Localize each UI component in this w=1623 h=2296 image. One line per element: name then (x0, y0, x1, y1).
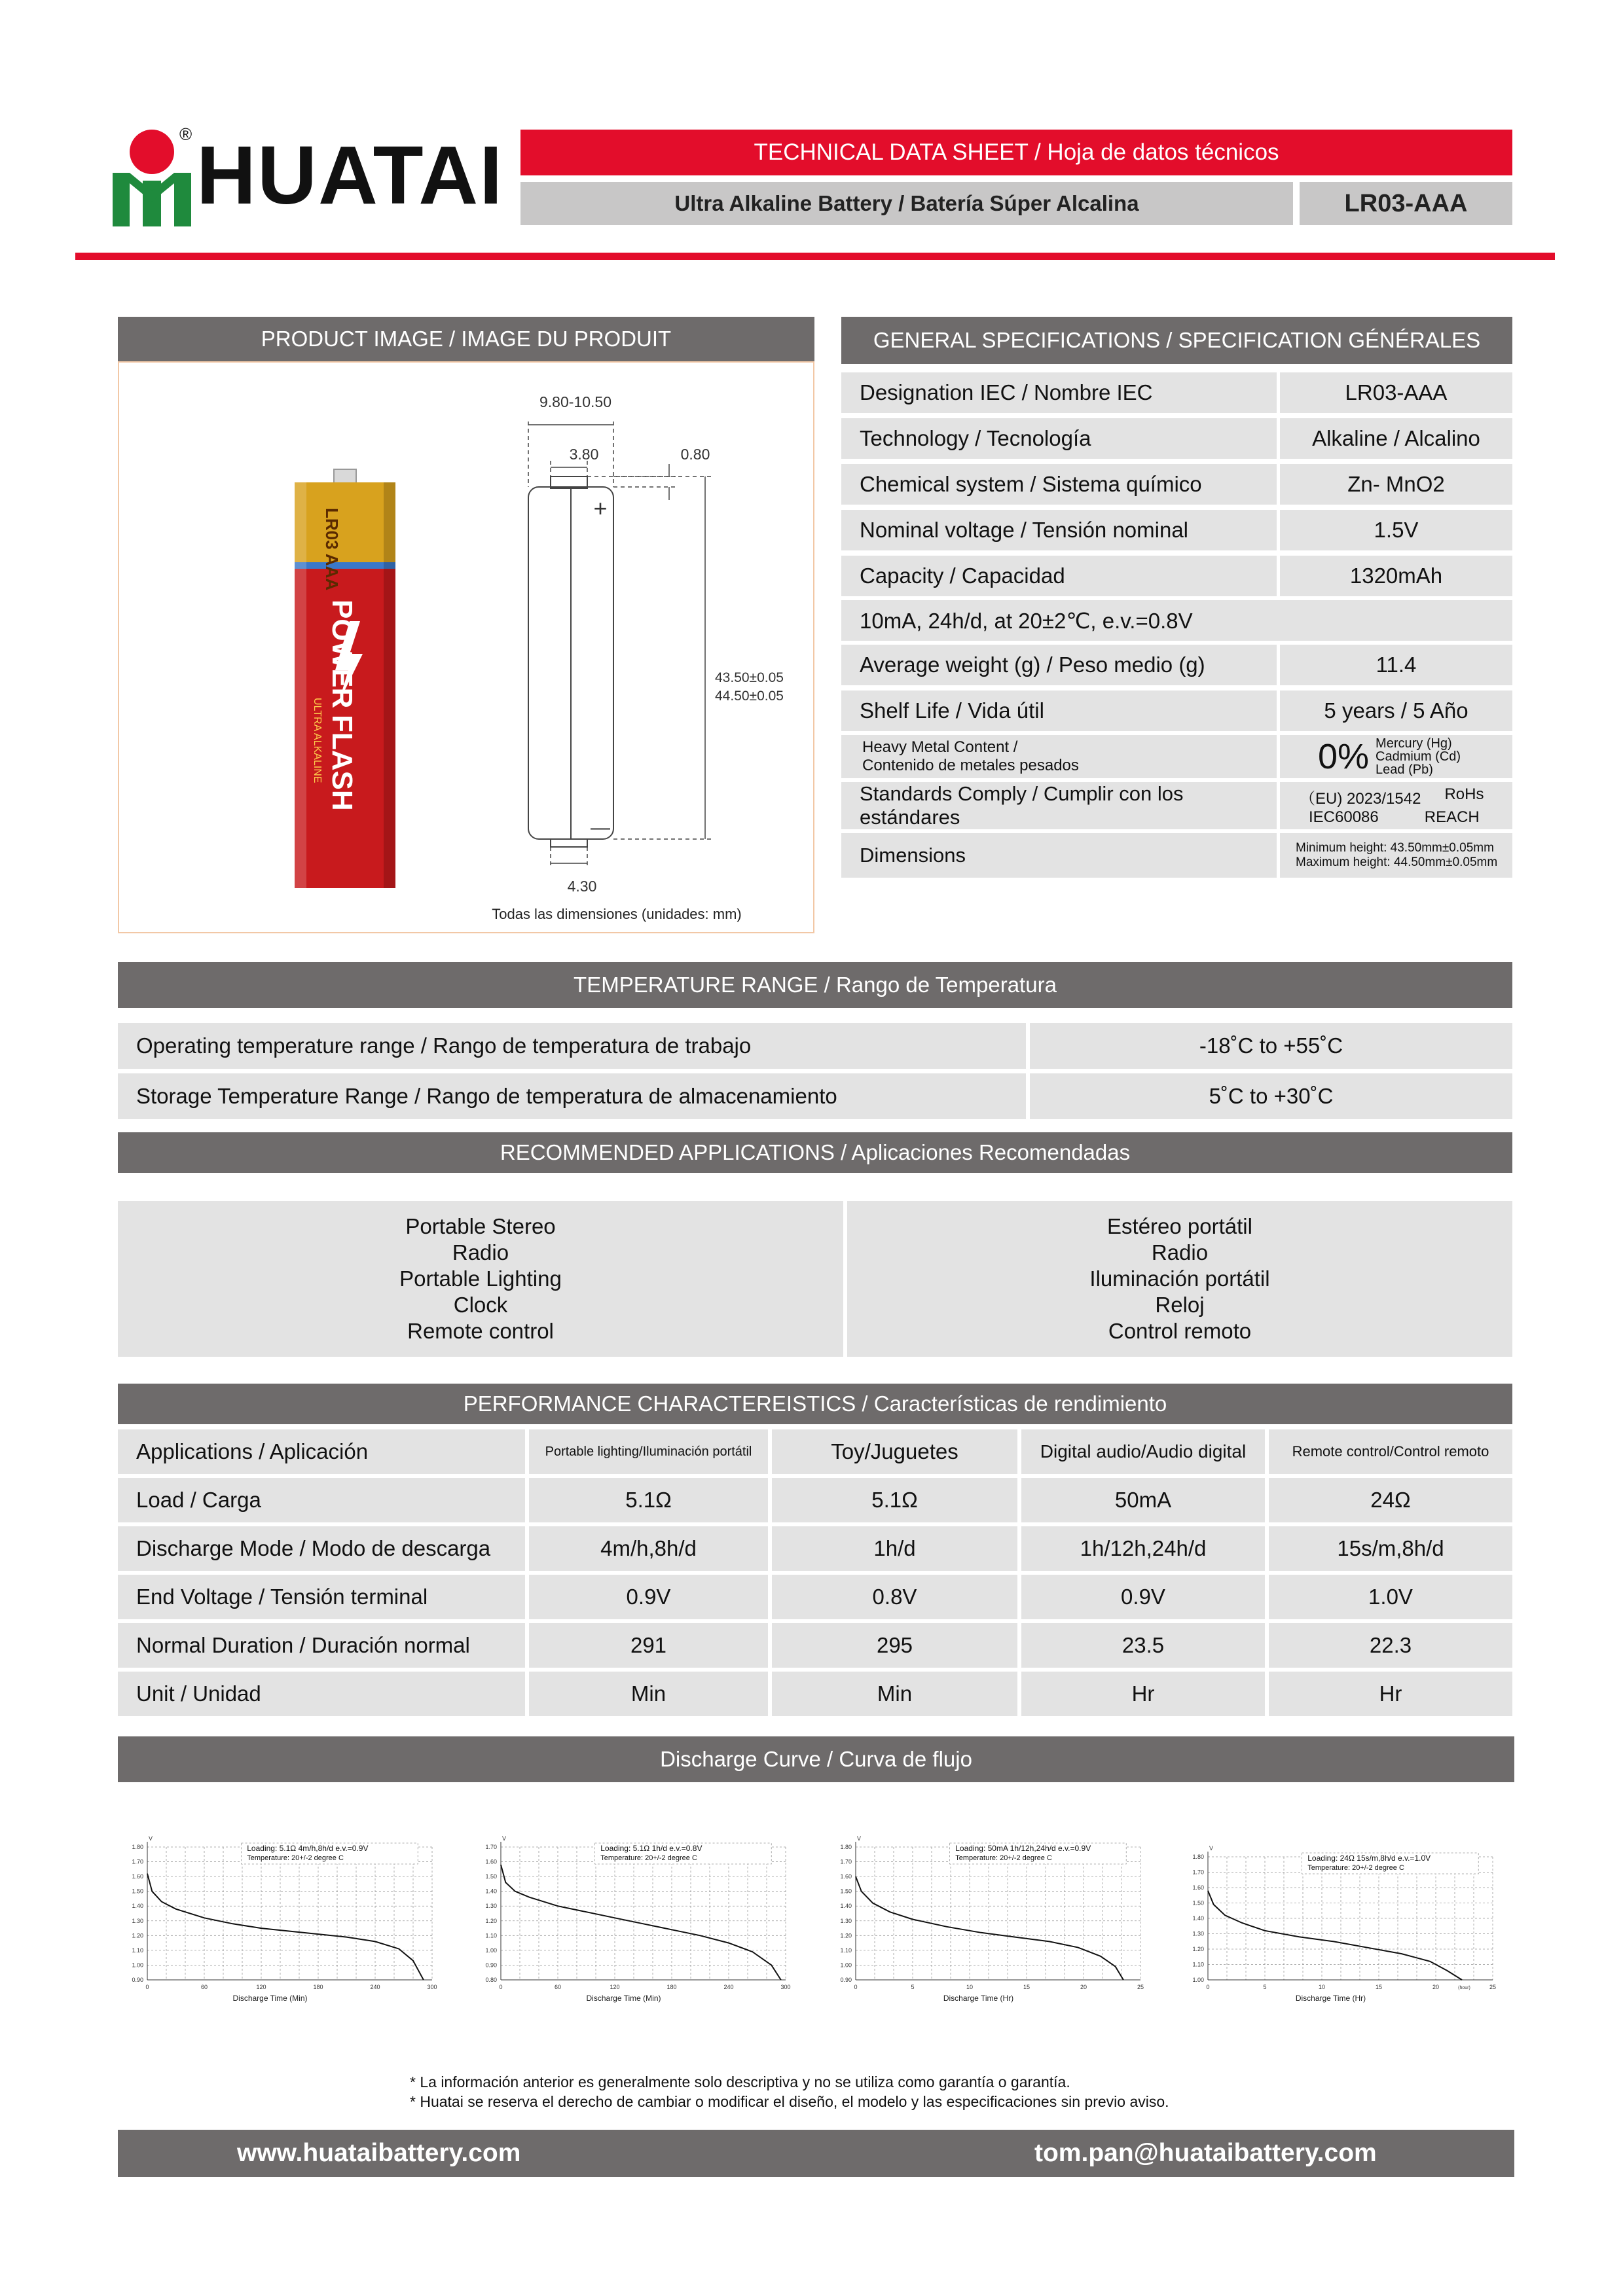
temperature-value: -18˚C to +55˚C (1030, 1023, 1512, 1069)
discharge-chart-1 (118, 1826, 452, 2009)
perf-value: 5.1Ω (772, 1478, 1017, 1522)
perf-value: 15s/m,8h/d (1269, 1526, 1512, 1571)
performance-header (118, 1384, 1512, 1424)
minus-sign: — (591, 817, 610, 838)
temperature-header (118, 962, 1512, 1008)
perf-label: Unit / Unidad (118, 1672, 525, 1716)
perf-label: End Voltage / Tensión terminal (118, 1575, 525, 1619)
battery-outline-icon (528, 476, 613, 847)
x-tick-label: 300 (780, 1984, 791, 1990)
x-tick-label: 180 (313, 1984, 323, 1990)
perf-column-header: Portable lighting/Iluminación portátil (529, 1429, 768, 1474)
perf-label: Discharge Mode / Modo de descarga (118, 1526, 525, 1571)
perf-value: 4m/h,8h/d (529, 1526, 768, 1571)
battery-drawing (119, 363, 813, 932)
perf-value: 22.3 (1269, 1623, 1512, 1668)
perf-value: 24Ω (1269, 1478, 1512, 1522)
legend-line-1: Loading: 5.1Ω 4m/h,8h/d e.v.=0.9V (247, 1844, 369, 1853)
metal-lead: Lead (Pb) (1376, 762, 1433, 777)
x-tick-label: 10 (1318, 1984, 1326, 1990)
temperature-value: 5˚C to +30˚C (1030, 1073, 1512, 1119)
discharge-series-line (501, 1865, 781, 1980)
application-item: Iluminación portátil (1089, 1266, 1270, 1291)
discharge-chart-svg (118, 1826, 452, 2009)
standard-reach: REACH (1424, 808, 1480, 826)
perf-value: 50mA (1021, 1478, 1265, 1522)
x-tick-label: 180 (666, 1984, 677, 1990)
plus-sign: + (593, 495, 608, 522)
temperature-title: TEMPERATURE RANGE / Rango de Temperatura (574, 973, 1057, 997)
product-image-header (118, 317, 814, 361)
dim-height-2: 44.50±0.05 (715, 689, 784, 704)
application-item: Control remoto (1108, 1319, 1252, 1343)
y-tick-label: 1.40 (1192, 1915, 1204, 1922)
dim-total-width: 9.80-10.50 (539, 393, 611, 410)
battery-brand-1: POWER (326, 600, 358, 709)
y-tick-label: 1.40 (132, 1903, 143, 1910)
y-tick-label: 1.00 (840, 1962, 852, 1969)
perf-value: 291 (529, 1623, 768, 1668)
y-tick-label: 1.80 (132, 1844, 143, 1850)
heavy-metal-percent: 0% (1318, 737, 1370, 776)
y-tick-label: 1.50 (840, 1888, 852, 1895)
discharge-header (118, 1736, 1514, 1782)
applications-title: RECOMMENDED APPLICATIONS / Aplicaciones Recomendadas (500, 1140, 1131, 1164)
perf-value: 295 (772, 1623, 1017, 1668)
perf-column-header: Toy/Juguetes (772, 1429, 1017, 1474)
x-tick-label: 25 (1489, 1984, 1497, 1990)
x-tick-label: 20 (1080, 1984, 1087, 1990)
y-tick-label: 1.70 (840, 1858, 852, 1865)
dim-cap-height: 0.80 (680, 446, 710, 463)
spec-value: LR03-AAA (1280, 372, 1512, 413)
perf-label: Applications / Aplicación (118, 1429, 525, 1474)
metal-cadmium: Cadmium (Cd) (1376, 749, 1461, 764)
x-tick-label: 20 (1432, 1984, 1440, 1990)
perf-value: 0.9V (1021, 1575, 1265, 1619)
y-tick-label: 1.10 (840, 1946, 852, 1954)
application-item: Radio (452, 1240, 509, 1265)
footer-note-1: * La información anterior es generalmente solo descriptiva y no se utiliza como garantía o garantía. (410, 2073, 1070, 2090)
application-item: Radio (1151, 1240, 1209, 1265)
product-image-title: PRODUCT IMAGE / IMAGE DU PRODUIT (261, 327, 672, 351)
dim-cap: 3.80 (569, 446, 599, 463)
y-tick-label: 1.20 (1192, 1946, 1204, 1952)
registered-mark: ® (179, 124, 192, 144)
product-name-bar (520, 182, 1293, 225)
application-item: Estéreo portátil (1107, 1214, 1252, 1238)
perf-label: Normal Duration / Duración normal (118, 1623, 525, 1668)
footer-bar (118, 2130, 1514, 2177)
weight-value: 11.4 (1280, 645, 1512, 685)
discharge-title: Discharge Curve / Curva de flujo (660, 1747, 972, 1771)
x-tick-label: 120 (256, 1984, 266, 1990)
x-tick-label: 5 (911, 1984, 915, 1990)
x-axis-label: Discharge Time (Hr) (943, 1994, 1014, 2003)
x-tick-label: 300 (427, 1984, 437, 1990)
y-tick-label: 1.30 (485, 1903, 497, 1910)
y-tick-label: 1.00 (485, 1946, 497, 1954)
application-item: Portable Stereo (405, 1214, 556, 1238)
legend-line-1: Loading: 5.1Ω 1h/d e.v.=0.8V (600, 1844, 702, 1853)
header-divider (75, 253, 1555, 260)
spec-value: 1.5V (1280, 510, 1512, 550)
perf-value: Hr (1269, 1672, 1512, 1716)
standard-rohs: RoHs (1444, 785, 1484, 803)
y-tick-label: 1.70 (1192, 1869, 1204, 1876)
discharge-chart-svg (826, 1826, 1160, 2009)
footer-note-2: * Huatai se reserva el derecho de cambiar o modificar el diseño, el modelo y las especificaciones sin previo aviso. (410, 2093, 1169, 2110)
y-tick-label: 1.40 (840, 1903, 852, 1910)
spec-label: Chemical system / Sistema químico (841, 464, 1277, 505)
perf-value: Min (529, 1672, 768, 1716)
y-tick-label: 1.30 (132, 1917, 143, 1924)
battery-brand-2: FLASH (326, 715, 358, 811)
y-tick-label: 1.10 (1192, 1961, 1204, 1968)
footer-website-link[interactable]: www.huataibattery.com (237, 2139, 521, 2167)
temperature-label: Operating temperature range / Rango de temperatura de trabajo (118, 1023, 1026, 1069)
x-tick-label: 0 (1206, 1984, 1210, 1990)
sheet-title-bar (520, 130, 1512, 175)
battery-label-top: LR03 AAA (322, 508, 342, 591)
metal-mercury: Mercury (Hg) (1376, 736, 1452, 751)
discharge-series-line (856, 1876, 1123, 1980)
dimensions-max: Maximum height: 44.50mm±0.05mm (1296, 855, 1498, 869)
spec-value: Alkaline / Alcalino (1280, 418, 1512, 459)
legend-line-1: Loading: 24Ω 15s/m,8h/d e.v.=1.0V (1307, 1854, 1431, 1863)
capacity-condition: 10mA, 24h/d, at 20±2℃, e.v.=0.8V (841, 600, 1512, 641)
y-tick-label: 1.20 (485, 1917, 497, 1924)
weight-label: Average weight (g) / Peso medio (g) (841, 645, 1277, 685)
dimensions-min: Minimum height: 43.50mm±0.05mm (1296, 841, 1494, 855)
y-tick-label: 1.10 (132, 1946, 143, 1954)
y-tick-label: 1.70 (132, 1858, 143, 1865)
y-tick-label: 0.90 (840, 1977, 852, 1983)
y-tick-label: 1.60 (840, 1873, 852, 1880)
shelf-life-value: 5 years / 5 Año (1280, 691, 1512, 731)
standards-line-2 (1300, 808, 1480, 827)
spec-label: Nominal voltage / Tensión nominal (841, 510, 1277, 550)
y-tick-label: 1.50 (1192, 1899, 1204, 1907)
y-tick-label: 0.90 (132, 1977, 143, 1983)
general-specs-header (841, 317, 1512, 364)
perf-value: Hr (1021, 1672, 1265, 1716)
y-axis-label: V (857, 1835, 862, 1842)
x-tick-label: 60 (554, 1984, 562, 1990)
discharge-chart-svg (471, 1826, 805, 2009)
legend-line-2: Temperature: 20+/-2 degree C (600, 1854, 697, 1862)
sheet-title: TECHNICAL DATA SHEET / Hoja de datos técnicos (754, 139, 1279, 165)
application-item: Portable Lighting (399, 1266, 562, 1291)
x-unit-label: (hour) (1458, 1986, 1470, 1990)
y-tick-label: 1.00 (1192, 1977, 1204, 1983)
y-tick-label: 1.80 (840, 1844, 852, 1850)
application-item: Clock (453, 1293, 508, 1317)
applications-english (118, 1201, 843, 1357)
temperature-label: Storage Temperature Range / Rango de temperatura de almacenamiento (118, 1073, 1026, 1119)
spec-value: 1320mAh (1280, 556, 1512, 596)
heavy-metal-label (841, 735, 1277, 778)
dim-bottom: 4.30 (567, 878, 597, 895)
y-tick-label: 1.80 (1192, 1854, 1204, 1860)
perf-value: 1.0V (1269, 1575, 1512, 1619)
product-name: Ultra Alkaline Battery / Batería Súper Alcalina (674, 191, 1139, 215)
brand-name: HUATAI (196, 129, 504, 221)
x-axis-label: Discharge Time (Min) (232, 1994, 308, 2003)
x-tick-label: 0 (499, 1984, 503, 1990)
discharge-chart-4 (1178, 1836, 1512, 2009)
x-tick-label: 15 (1023, 1984, 1030, 1990)
discharge-chart-3 (826, 1826, 1160, 2009)
y-tick-label: 1.60 (1192, 1884, 1204, 1891)
x-tick-label: 240 (723, 1984, 734, 1990)
legend-line-2: Temperature: 20+/-2 degree C (1307, 1864, 1404, 1872)
dimensions-value (1280, 833, 1512, 878)
heavy-metal-label-1: Heavy Metal Content / (862, 738, 1018, 756)
y-tick-label: 1.50 (132, 1888, 143, 1895)
perf-value: 5.1Ω (529, 1478, 768, 1522)
standards-value (1280, 782, 1512, 829)
perf-value: 1h/d (772, 1526, 1017, 1571)
x-tick-label: 0 (854, 1984, 858, 1990)
footer-email-link[interactable]: tom.pan@huataibattery.com (1034, 2139, 1377, 2167)
y-tick-label: 1.60 (132, 1873, 143, 1880)
standards-label: Standards Comply / Cumplir con los estándares (841, 782, 1277, 829)
performance-title: PERFORMANCE CHARACTEREISTICS / Características de rendimiento (463, 1391, 1167, 1416)
perf-label: Load / Carga (118, 1478, 525, 1522)
units-note: Todas las dimensiones (unidades: mm) (492, 906, 742, 922)
application-item: Remote control (407, 1319, 554, 1343)
spec-label: Designation IEC / Nombre IEC (841, 372, 1277, 413)
x-tick-label: 25 (1137, 1984, 1144, 1990)
standard-iec: IEC60086 (1309, 808, 1379, 826)
perf-value: 0.8V (772, 1575, 1017, 1619)
x-tick-label: 5 (1263, 1984, 1267, 1990)
y-tick-label: 1.00 (132, 1962, 143, 1969)
y-axis-label: V (149, 1835, 153, 1842)
perf-value: 0.9V (529, 1575, 768, 1619)
x-tick-label: 15 (1375, 1984, 1383, 1990)
y-tick-label: 1.30 (1192, 1930, 1204, 1937)
y-tick-label: 1.30 (840, 1917, 852, 1924)
product-image-panel (118, 361, 814, 933)
legend-line-2: Temperature: 20+/-2 degree C (247, 1854, 344, 1862)
legend-line-2: Temperature: 20+/-2 degree C (955, 1854, 1052, 1862)
y-tick-label: 1.50 (485, 1873, 497, 1880)
y-tick-label: 1.60 (485, 1858, 497, 1865)
battery-sub: ULTRA ALKALINE (312, 698, 323, 783)
y-tick-label: 0.80 (485, 1977, 497, 1983)
x-tick-label: 120 (610, 1984, 620, 1990)
standards-line-1 (1300, 785, 1484, 808)
discharge-series-line (147, 1874, 424, 1980)
y-axis-label: V (1209, 1845, 1214, 1852)
perf-value: Min (772, 1672, 1017, 1716)
applications-spanish (847, 1201, 1512, 1357)
y-axis-label: V (502, 1835, 507, 1842)
model-code: LR03-AAA (1344, 189, 1468, 217)
applications-header (118, 1132, 1512, 1173)
general-specs-title: GENERAL SPECIFICATIONS / SPECIFICATION GÉNÉRALES (873, 328, 1481, 352)
x-axis-label: Discharge Time (Hr) (1295, 1994, 1366, 2003)
perf-column-header: Remote control/Control remoto (1269, 1429, 1512, 1474)
x-tick-label: 240 (370, 1984, 380, 1990)
application-item: Reloj (1155, 1293, 1205, 1317)
legend-line-1: Loading: 50mA 1h/12h,24h/d e.v.=0.9V (955, 1844, 1091, 1853)
perf-value: 1h/12h,24h/d (1021, 1526, 1265, 1571)
dim-height-1: 43.50±0.05 (715, 670, 784, 685)
x-axis-label: Discharge Time (Min) (586, 1994, 661, 2003)
spec-value: Zn- MnO2 (1280, 464, 1512, 505)
y-tick-label: 1.20 (840, 1932, 852, 1939)
spec-label: Technology / Tecnología (841, 418, 1277, 459)
y-tick-label: 0.90 (485, 1962, 497, 1969)
shelf-life-label: Shelf Life / Vida útil (841, 691, 1277, 731)
model-bar (1300, 182, 1512, 225)
discharge-chart-svg (1178, 1836, 1512, 2009)
heavy-metal-label-2: Contenido de metales pesados (862, 757, 1079, 774)
y-tick-label: 1.20 (132, 1932, 143, 1939)
heavy-metal-list (1376, 737, 1461, 776)
heavy-metal-value (1280, 735, 1512, 778)
dimensions-label: Dimensions (841, 833, 1277, 878)
y-tick-label: 1.10 (485, 1932, 497, 1939)
y-tick-label: 1.70 (485, 1844, 497, 1850)
spec-label: Capacity / Capacidad (841, 556, 1277, 596)
x-tick-label: 60 (200, 1984, 208, 1990)
y-tick-label: 1.40 (485, 1888, 497, 1895)
standard-eu: （EU) 2023/1542 (1300, 789, 1421, 808)
x-tick-label: 10 (966, 1984, 974, 1990)
perf-value: 23.5 (1021, 1623, 1265, 1668)
discharge-chart-2 (471, 1826, 805, 2009)
x-tick-label: 0 (145, 1984, 149, 1990)
perf-column-header: Digital audio/Audio digital (1021, 1429, 1265, 1474)
